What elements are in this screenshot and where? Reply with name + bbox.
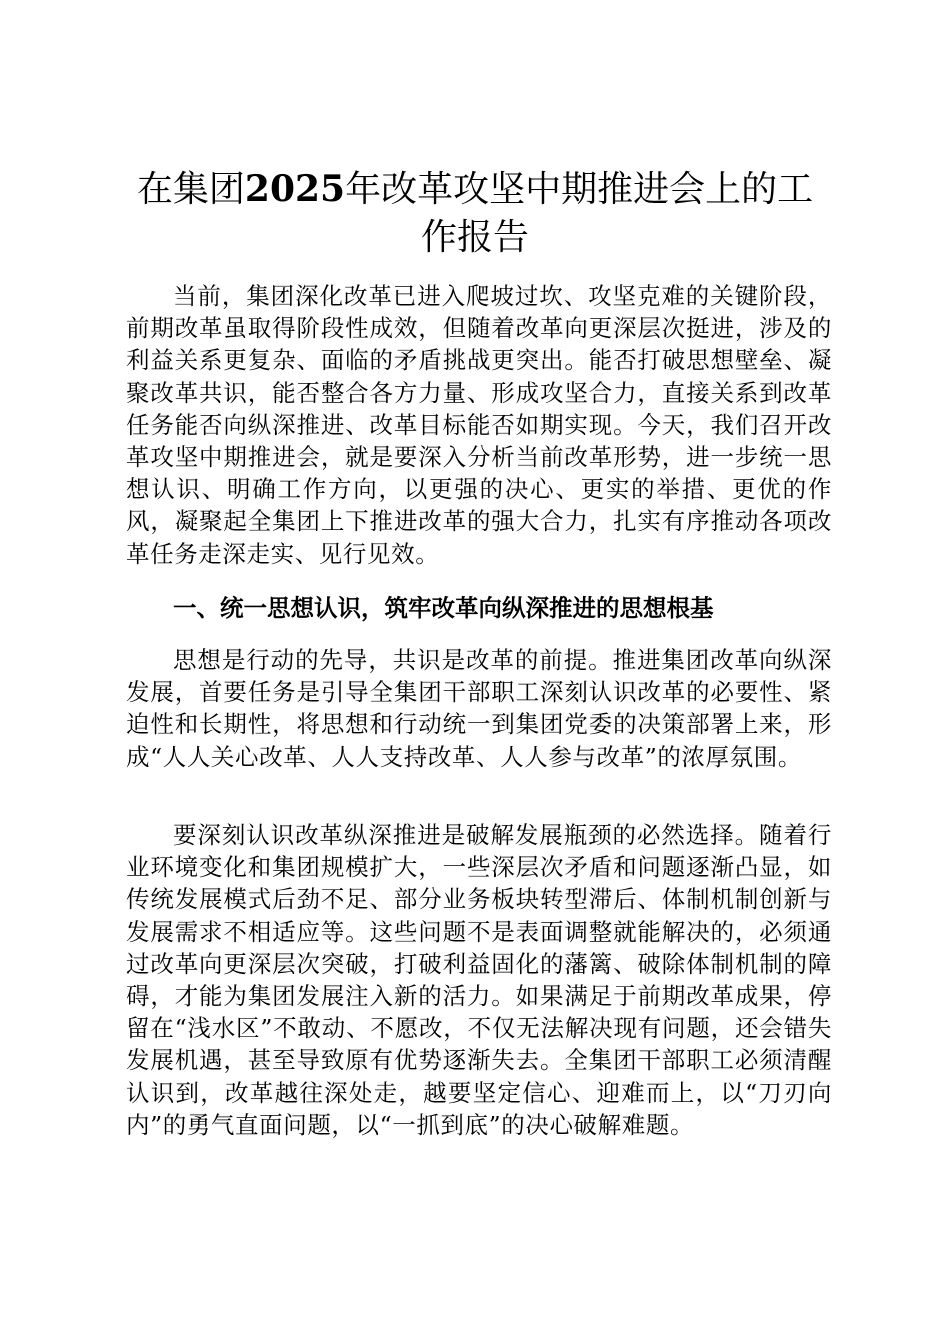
title-year: 2025 bbox=[244, 168, 346, 210]
section-heading: 一、统一思想认识，筑牢改革向纵深推进的思想根基 bbox=[173, 594, 714, 622]
section-paragraph-1: 思想是行动的先导，共识是改革的前提。推进集团改革向纵深发展，首要任务是引导全集团干部职工深刻认识改革的必要性、紧迫性和长期性，将思想和行动统一到集团党委的决策部署上来，形成“人人关心改革、人人支持改革、人人参与改革”的浓厚氛围。 bbox=[126, 646, 832, 771]
section-paragraph-2: 要深刻认识改革纵深推进是破解发展瓶颈的必然选择。随着行业环境变化和集团规模扩大，一些深层次矛盾和问题逐渐凸显，如传统发展模式后劲不足、部分业务板块转型滞后、体制机制创新与发展需求不相适应等。这些问题不是表面调整就能解决的，必须通过改革向更深层次突破，打破利益固化的藩篱、破除体制机制的障碍，才能为集团发展注入新的活力。如果满足于前期改革成果，停留在“浅水区”不敢动、不愿改，不仅无法解决现有问题，还会错失发展机遇，甚至导致原有优势逐渐失去。全集团干部职工必须清醒认识到，改革越往深处走，越要坚定信心、迎难而上，以“刀刃向内”的勇气直面问题，以“一抓到底”的决心破解难题。 bbox=[126, 821, 832, 1139]
title-suffix: 年改革攻坚中期推进会上的工作报告 bbox=[345, 169, 814, 258]
document-title bbox=[125, 165, 825, 262]
title-prefix: 在集团 bbox=[136, 169, 245, 210]
intro-paragraph: 当前，集团深化改革已进入爬坡过坎、攻坚克难的关键阶段，前期改革虽取得阶段性成效，但随着改革向更深层次挺进，涉及的利益关系更复杂、面临的矛盾挑战更突出。能否打破思想壁垒、凝聚改革共识，能否整合各方力量、形成攻坚合力，直接关系到改革任务能否向纵深推进、改革目标能否如期实现。今天，我们召开改革攻坚中期推进会，就是要深入分析当前改革形势，进一步统一思想认识、明确工作方向，以更强的决心、更实的举措、更优的作风，凝聚起全集团上下推进改革的强大合力，扎实有序推动各项改革任务走深走实、见行见效。 bbox=[126, 282, 832, 568]
